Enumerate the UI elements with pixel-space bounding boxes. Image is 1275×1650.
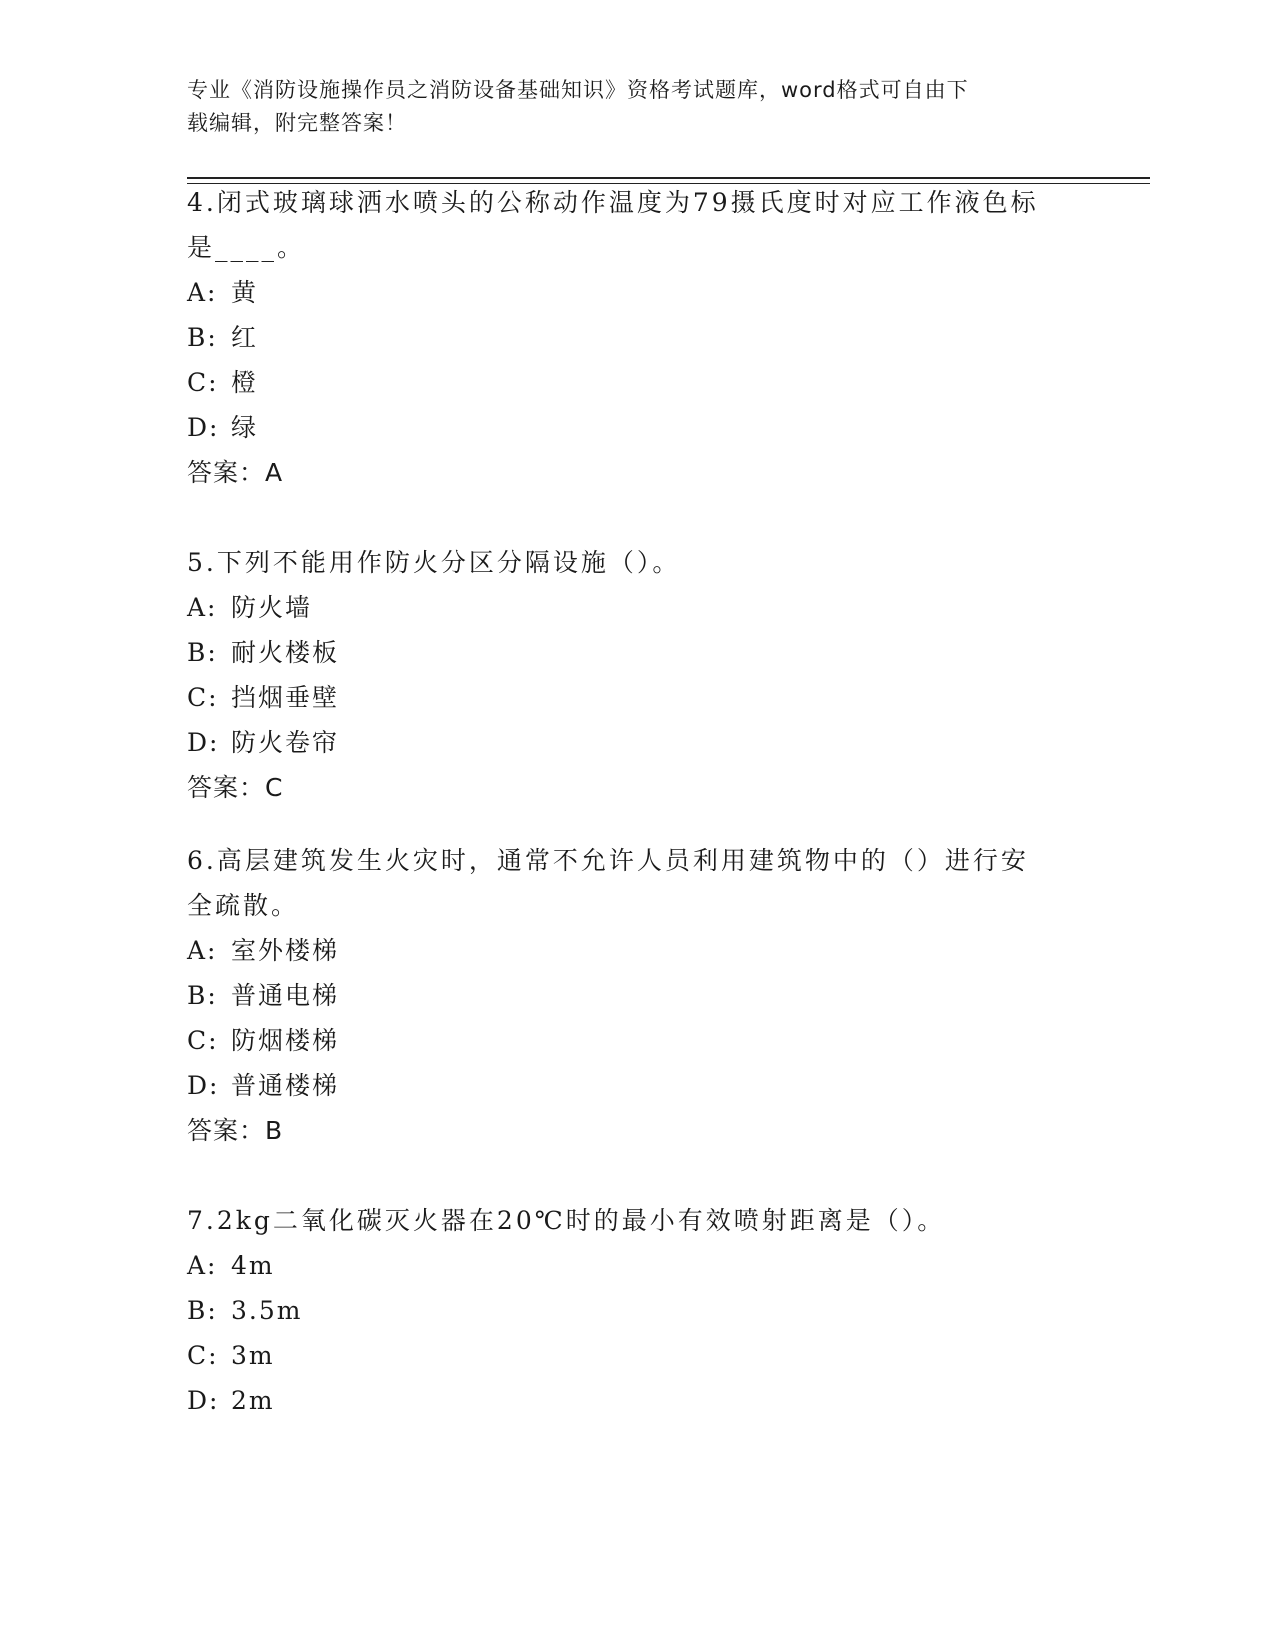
option-d	[187, 405, 1087, 450]
answer-line: 答案：A	[187, 458, 284, 487]
option-letter: C:	[187, 1341, 219, 1370]
option-b	[187, 315, 1087, 360]
header-title-line-2: 载编辑，附完整答案！	[187, 111, 407, 135]
question-stem-line-1: 4.闭式玻璃球洒水喷头的公称动作温度为79摄氏度时对应工作液色标	[187, 188, 1039, 217]
option-letter: C:	[187, 1026, 219, 1055]
question-stem-line-1: 5.下列不能用作防火分区分隔设施（）。	[187, 548, 681, 577]
option-text: 普通楼梯	[231, 1071, 340, 1100]
option-a	[187, 270, 1087, 315]
option-d	[187, 1378, 1087, 1423]
question-7	[187, 1198, 1087, 1423]
option-text: 防火墙	[231, 593, 313, 622]
option-text: 防烟楼梯	[231, 1026, 340, 1055]
question-4	[187, 180, 1087, 495]
answer-line: 答案：B	[187, 1116, 284, 1145]
option-letter: A:	[187, 1251, 218, 1280]
option-letter: B:	[187, 323, 218, 352]
option-text: 普通电梯	[231, 981, 340, 1010]
answer-line: 答案：C	[187, 773, 284, 802]
option-text: 3.5m	[231, 1296, 303, 1325]
question-stem-line-2: 全疏散。	[187, 891, 300, 920]
option-text: 红	[231, 323, 259, 352]
option-c	[187, 1018, 1087, 1063]
option-letter: A:	[187, 278, 218, 307]
option-letter: D:	[187, 1071, 220, 1100]
option-text: 黄	[231, 278, 259, 307]
option-text: 挡烟垂壁	[231, 683, 340, 712]
question-5	[187, 540, 1087, 810]
question-6	[187, 838, 1087, 1153]
option-letter: C:	[187, 683, 219, 712]
header-divider-thick	[187, 177, 1150, 179]
option-text: 防火卷帘	[231, 728, 340, 757]
option-letter: B:	[187, 638, 218, 667]
question-stem-line-1: 6.高层建筑发生火灾时，通常不允许人员利用建筑物中的（）进行安	[187, 846, 1029, 875]
option-d	[187, 720, 1087, 765]
question-stem-line-2: 是____。	[187, 233, 306, 262]
option-text: 2m	[231, 1386, 275, 1415]
option-c	[187, 1333, 1087, 1378]
header-title-line-1: 专业《消防设施操作员之消防设备基础知识》资格考试题库，word格式可自由下	[187, 78, 969, 102]
option-letter: B:	[187, 981, 218, 1010]
option-d	[187, 1063, 1087, 1108]
option-text: 3m	[231, 1341, 275, 1370]
option-text: 耐火楼板	[231, 638, 340, 667]
option-letter: B:	[187, 1296, 218, 1325]
option-text: 橙	[231, 368, 259, 397]
option-letter: A:	[187, 593, 218, 622]
option-a	[187, 1243, 1087, 1288]
option-letter: D:	[187, 413, 220, 442]
option-letter: D:	[187, 1386, 220, 1415]
option-c	[187, 675, 1087, 720]
option-a	[187, 928, 1087, 973]
option-text: 4m	[231, 1251, 275, 1280]
option-text: 室外楼梯	[231, 936, 340, 965]
option-c	[187, 360, 1087, 405]
document-header	[187, 74, 1067, 140]
option-letter: C:	[187, 368, 219, 397]
option-b	[187, 1288, 1087, 1333]
question-stem-line-1: 7.2kg二氧化碳灭火器在20℃时的最小有效喷射距离是（）。	[187, 1206, 946, 1235]
option-letter: A:	[187, 936, 218, 965]
option-b	[187, 630, 1087, 675]
option-letter: D:	[187, 728, 220, 757]
option-text: 绿	[231, 413, 259, 442]
option-a	[187, 585, 1087, 630]
option-b	[187, 973, 1087, 1018]
